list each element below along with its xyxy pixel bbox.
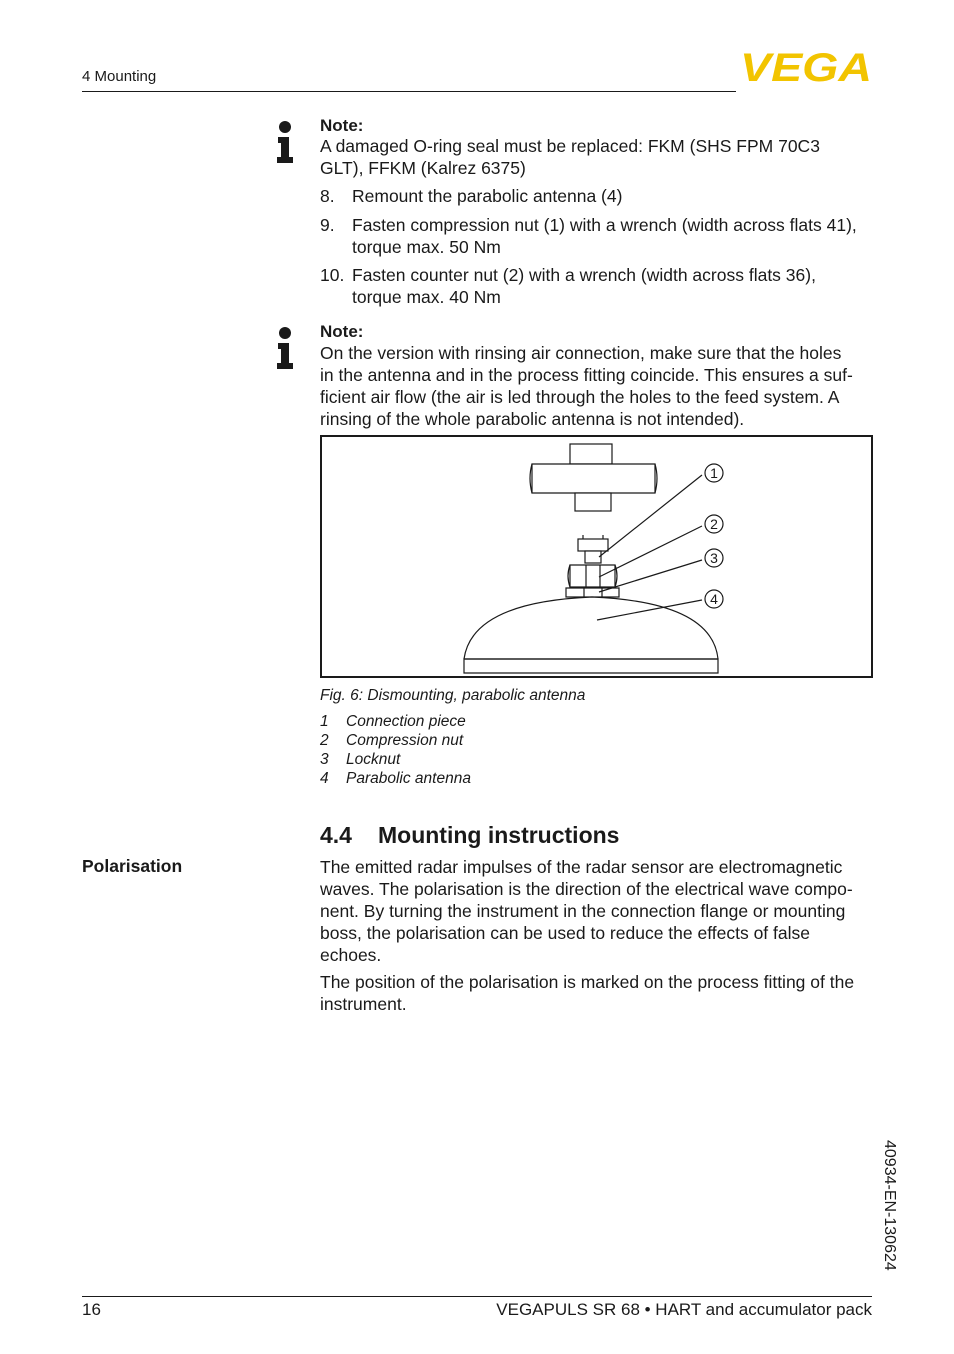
step-number: 10. xyxy=(320,265,345,285)
vega-logo xyxy=(740,50,872,84)
info-icon xyxy=(276,327,294,371)
section-title: Mounting instructions xyxy=(378,822,620,848)
step-text: Remount the parabolic antenna (4) xyxy=(352,186,623,206)
margin-label: Polarisation xyxy=(82,856,183,876)
step-text: Fasten compression nut (1) with a wrench (width across flats 41), torque max. 50 Nm xyxy=(352,215,857,257)
step-text: Fasten counter nut (2) with a wrench (width across flats 36), torque max. 40 Nm xyxy=(352,265,816,307)
section-number: 4.4 xyxy=(320,822,352,848)
svg-text:VEGA: VEGA xyxy=(740,50,872,84)
figure-caption: Fig. 6: Dismounting, parabolic antenna xyxy=(320,687,586,704)
paragraph: The emitted radar impulses of the radar sensor are electromagnetic waves. The polarisation is the direction of the electrical wave compo- nent. By turning the instrument in the connection flange or mounting boss, the polarisation can be used to reduce the effects of false echoes. xyxy=(320,857,853,965)
legend-item: 3 Locknut xyxy=(320,751,401,768)
section-heading xyxy=(320,822,720,852)
figure-frame xyxy=(320,435,873,678)
note-label: Note: xyxy=(320,322,364,341)
legend-item: 4 Parabolic antenna xyxy=(320,770,471,787)
note-label: Note: xyxy=(320,116,364,135)
list-item xyxy=(320,214,880,258)
step-number: 8. xyxy=(320,186,335,206)
footer-divider xyxy=(82,1296,872,1297)
header-divider xyxy=(82,91,736,92)
footer-title: VEGAPULS SR 68 • HART and accumulator pack xyxy=(496,1300,872,1319)
list-item xyxy=(320,185,880,207)
note-text: A damaged O-ring seal must be replaced: FKM (SHS FPM 70C3 GLT), FFKM (Kalrez 6375) xyxy=(320,136,820,178)
page-number: 16 xyxy=(82,1300,101,1319)
callout-2: 2 xyxy=(710,516,718,532)
paragraph: The position of the polarisation is marked on the process fitting of the instrument. xyxy=(320,972,855,1014)
callout-4: 4 xyxy=(710,591,718,607)
legend-item: 1 Connection piece xyxy=(320,713,466,730)
callout-3: 3 xyxy=(710,550,718,566)
document-number: 40934-EN-130624 xyxy=(881,1140,898,1271)
legend-item: 2 Compression nut xyxy=(320,732,464,749)
info-icon xyxy=(276,121,294,165)
step-number: 9. xyxy=(320,215,335,235)
callout-1: 1 xyxy=(710,465,718,481)
running-header: 4 Mounting xyxy=(82,68,157,85)
note-text: On the version with rinsing air connection, make sure that the holes in the antenna and in the process fitting coincide. This ensures a suf- ficient air flow (the air is led through the holes to the feed system. A rinsing of the whole parabolic antenna is not intended). xyxy=(320,343,853,429)
parabolic-antenna-drawing xyxy=(322,437,871,676)
list-item xyxy=(320,264,880,308)
